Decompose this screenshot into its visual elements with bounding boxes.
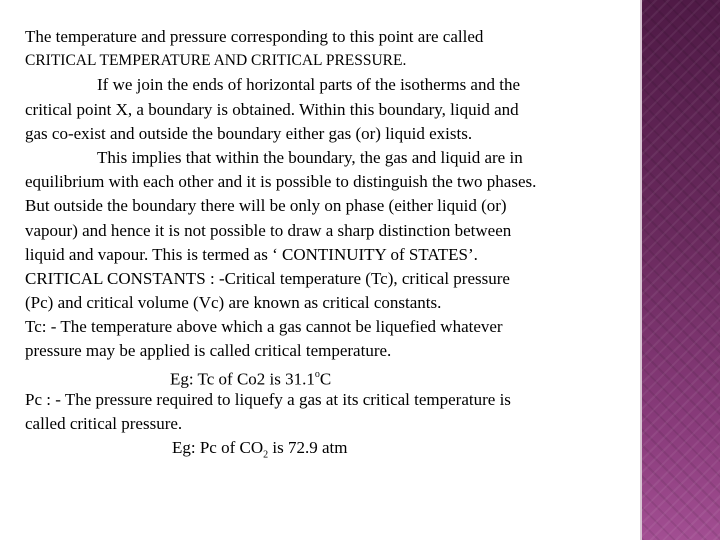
example-tc-line bbox=[25, 364, 635, 388]
text-line-16: called critical pressure. bbox=[25, 414, 183, 433]
text-line-12: (Pc) and critical volume (Vc) are known as critical constants. bbox=[25, 293, 442, 313]
text-line-2: CRITICAL TEMPERATURE AND CRITICAL PRESSURE. bbox=[25, 52, 407, 70]
text-line-13: Tc: - The temperature above which a gas cannot be liquefied whatever bbox=[25, 317, 503, 337]
text-line-3: If we join the ends of horizontal parts of the isotherms and the bbox=[97, 75, 520, 95]
example-tc-unit: C bbox=[319, 369, 332, 389]
co2-subscript: 2 bbox=[263, 449, 269, 461]
text-line-14: pressure may be applied is called critical temperature. bbox=[25, 341, 392, 361]
example-pc-text: Eg: Pc of CO bbox=[172, 438, 264, 458]
decorative-side-panel bbox=[642, 0, 720, 540]
example-pc-value: is 72.9 atm bbox=[268, 438, 348, 458]
text-line-7: equilibrium with each other and it is possible to distinguish the two phases. bbox=[25, 172, 537, 192]
text-line-4: critical point X, a boundary is obtained. Within this boundary, liquid and bbox=[25, 99, 519, 119]
document-body bbox=[25, 25, 635, 460]
text-line-10: liquid and vapour. This is termed as ‘ CONTINUITY of STATES’. bbox=[25, 244, 478, 264]
text-line-11: CRITICAL CONSTANTS : -Critical temperature (Tc), critical pressure bbox=[25, 268, 510, 288]
example-tc-text: Eg: Tc of Co2 is 31.1 bbox=[170, 369, 315, 389]
text-line-6: This implies that within the boundary, the gas and liquid are in bbox=[97, 147, 523, 167]
text-line-5: gas co-exist and outside the boundary either gas (or) liquid exists. bbox=[25, 123, 473, 143]
text-line-9: vapour) and hence it is not possible to draw a sharp distinction between bbox=[25, 220, 512, 240]
degree-symbol: o bbox=[314, 368, 320, 380]
example-pc-line bbox=[25, 436, 635, 460]
text-line-8: But outside the boundary there will be only on phase (either liquid (or) bbox=[25, 196, 507, 216]
text-line-15: Pc : - The pressure required to liquefy a gas at its critical temperature is bbox=[25, 389, 511, 409]
text-line-1: The temperature and pressure corresponding to this point are called bbox=[25, 27, 484, 46]
